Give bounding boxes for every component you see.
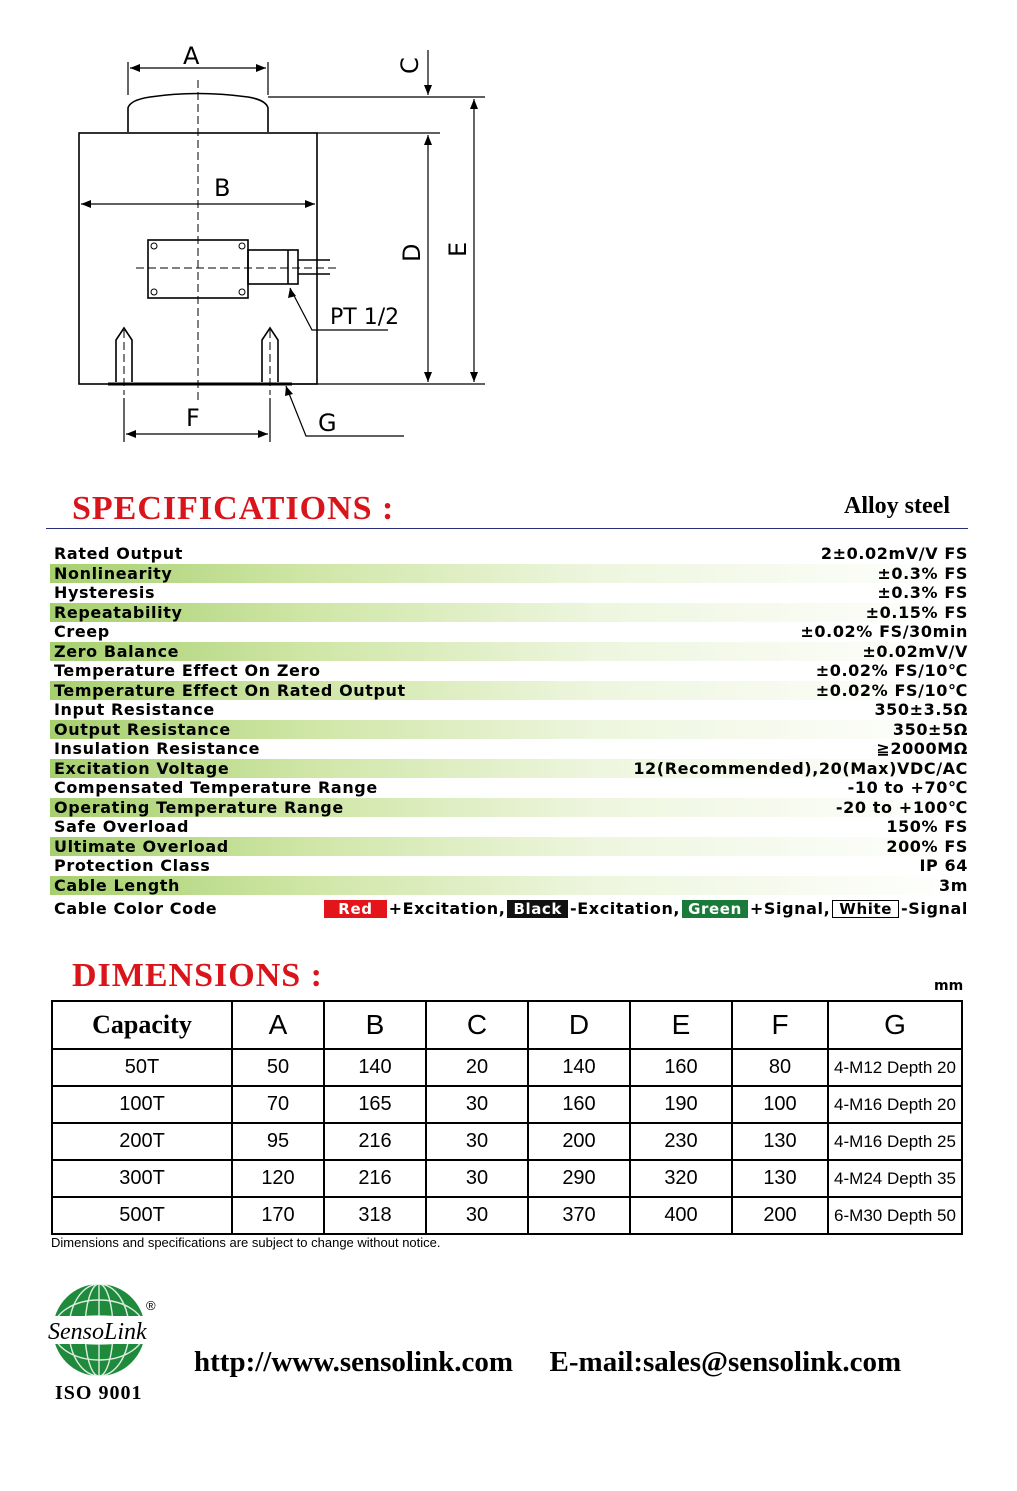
cell-d: 160 (528, 1086, 630, 1123)
wire-red-function: +Excitation, (388, 899, 506, 918)
cell-b: 318 (324, 1197, 426, 1234)
spec-value: -10 to +70℃ (847, 778, 968, 797)
cell-a: 170 (232, 1197, 324, 1234)
spec-row (50, 583, 968, 603)
spec-name: Safe Overload (54, 817, 190, 836)
cell-g: 6-M30 Depth 50 (828, 1197, 962, 1234)
cell-f: 130 (732, 1123, 828, 1160)
cell-capacity: 200T (52, 1123, 232, 1160)
spec-value: ±0.15% FS (865, 602, 968, 622)
spec-value: ±0.02% FS/30min (800, 622, 968, 641)
cell-d: 370 (528, 1197, 630, 1234)
cell-d: 140 (528, 1049, 630, 1086)
spec-name: Repeatability (54, 602, 183, 622)
cell-e: 160 (630, 1049, 732, 1086)
wire-black-function: -Excitation, (570, 899, 681, 918)
spec-row (50, 681, 968, 701)
cell-g: 4-M16 Depth 25 (828, 1123, 962, 1160)
spec-value: 200% FS (886, 836, 968, 856)
cell-c: 30 (426, 1197, 528, 1234)
specifications-list (50, 544, 968, 921)
spec-name: Temperature Effect On Zero (54, 661, 321, 680)
cell-a: 50 (232, 1049, 324, 1086)
spec-value: ±0.3% FS (877, 563, 968, 583)
cell-a: 70 (232, 1086, 324, 1123)
spec-value: ±0.02mV/V (862, 641, 968, 661)
dim-label-c: C (396, 57, 424, 74)
spec-name: Ultimate Overload (54, 836, 229, 856)
spec-row (50, 739, 968, 759)
dimensions-title: DIMENSIONS : (72, 957, 323, 994)
header-e: E (630, 1001, 732, 1049)
spec-name: Protection Class (54, 856, 211, 875)
cell-g: 4-M16 Depth 20 (828, 1086, 962, 1123)
cell-capacity: 50T (52, 1049, 232, 1086)
cell-b: 165 (324, 1086, 426, 1123)
cell-capacity: 100T (52, 1086, 232, 1123)
cell-b: 216 (324, 1123, 426, 1160)
header-d: D (528, 1001, 630, 1049)
cell-e: 320 (630, 1160, 732, 1197)
dim-label-a: A (183, 42, 200, 70)
wire-white-chip: White (832, 900, 899, 918)
cell-c: 30 (426, 1123, 528, 1160)
cell-d: 290 (528, 1160, 630, 1197)
header-g: G (828, 1001, 962, 1049)
spec-row (50, 564, 968, 584)
cell-capacity: 500T (52, 1197, 232, 1234)
load-cell-drawing (0, 0, 520, 460)
dim-label-b: B (214, 174, 231, 202)
spec-row (50, 700, 968, 720)
spec-row (50, 778, 968, 798)
spec-value: ≧2000MΩ (876, 739, 968, 758)
spec-value: 12(Recommended),20(Max)VDC/AC (633, 758, 968, 778)
spec-name: Creep (54, 622, 110, 641)
spec-row (50, 603, 968, 623)
table-row (52, 1123, 962, 1160)
table-row (52, 1049, 962, 1086)
cell-d: 200 (528, 1123, 630, 1160)
spec-name: Cable Color Code (54, 899, 218, 918)
spec-name: Temperature Effect On Rated Output (54, 680, 406, 700)
header-c: C (426, 1001, 528, 1049)
wire-black-chip: Black (507, 900, 568, 918)
cell-a: 120 (232, 1160, 324, 1197)
wire-white-function: -Signal (901, 899, 968, 918)
dim-label-e: E (444, 241, 472, 257)
specifications-title: SPECIFICATIONS : (72, 490, 395, 527)
disclaimer-note: Dimensions and specifications are subject to change without notice. (51, 1235, 441, 1250)
spec-name: Hysteresis (54, 583, 156, 602)
table-row (52, 1160, 962, 1197)
spec-value: 350±3.5Ω (874, 700, 968, 719)
dim-label-g: G (318, 409, 337, 437)
spec-name: Excitation Voltage (54, 758, 230, 778)
cell-e: 190 (630, 1086, 732, 1123)
spec-name: Compensated Temperature Range (54, 778, 378, 797)
spec-value: 2±0.02mV/V FS (820, 544, 968, 563)
cell-f: 100 (732, 1086, 828, 1123)
contact-line (194, 1346, 901, 1379)
sensolink-globe-logo (44, 1282, 164, 1382)
header-f: F (732, 1001, 828, 1049)
spec-value: IP 64 (919, 856, 968, 875)
spec-value: ±0.02% FS/10℃ (815, 680, 968, 700)
table-header-row (52, 1001, 962, 1049)
cell-capacity: 300T (52, 1160, 232, 1197)
header-b: B (324, 1001, 426, 1049)
spec-row (50, 856, 968, 876)
port-label: PT 1/2 (330, 305, 400, 330)
spec-value: ±0.3% FS (877, 583, 968, 602)
iso-certification: ISO 9001 (55, 1382, 143, 1404)
spec-value: ±0.02% FS/10℃ (815, 661, 968, 680)
cell-g: 4-M12 Depth 20 (828, 1049, 962, 1086)
table-row (52, 1086, 962, 1123)
spec-name: Nonlinearity (54, 563, 173, 583)
spec-row (50, 837, 968, 857)
cell-f: 80 (732, 1049, 828, 1086)
cable-color-code (322, 897, 968, 921)
cell-g: 4-M24 Depth 35 (828, 1160, 962, 1197)
logo-wordmark: SensoLink (48, 1319, 147, 1345)
unit-label: mm (934, 978, 964, 994)
cell-a: 95 (232, 1123, 324, 1160)
cell-e: 230 (630, 1123, 732, 1160)
spec-row (50, 817, 968, 837)
cell-b: 140 (324, 1049, 426, 1086)
spec-row (50, 876, 968, 896)
email-link[interactable]: E-mail:sales@sensolink.com (549, 1346, 902, 1378)
header-a: A (232, 1001, 324, 1049)
cell-c: 30 (426, 1086, 528, 1123)
wire-green-chip: Green (682, 900, 748, 918)
cable-color-row (50, 897, 968, 921)
cell-c: 30 (426, 1160, 528, 1197)
cell-f: 130 (732, 1160, 828, 1197)
header-capacity: Capacity (52, 1001, 232, 1049)
cell-e: 400 (630, 1197, 732, 1234)
spec-row (50, 544, 968, 564)
spec-row (50, 661, 968, 681)
cell-c: 20 (426, 1049, 528, 1086)
material-label: Alloy steel (844, 493, 950, 519)
spec-value: 150% FS (886, 817, 968, 836)
dim-label-d: D (398, 243, 426, 262)
spec-value: 3m (938, 875, 968, 895)
spec-name: Output Resistance (54, 719, 231, 739)
dim-label-f: F (186, 404, 200, 432)
spec-row (50, 759, 968, 779)
registered-mark: ® (146, 1298, 156, 1313)
spec-name: Insulation Resistance (54, 739, 261, 758)
website-link[interactable]: http://www.sensolink.com (194, 1346, 514, 1378)
spec-name: Input Resistance (54, 700, 215, 719)
spec-name: Zero Balance (54, 641, 180, 661)
cell-b: 216 (324, 1160, 426, 1197)
spec-name: Operating Temperature Range (54, 797, 344, 817)
spec-value: 350±5Ω (892, 719, 968, 739)
spec-value: -20 to +100℃ (835, 797, 968, 817)
spec-row (50, 720, 968, 740)
wire-green-function: +Signal, (749, 899, 831, 918)
table-row (52, 1197, 962, 1234)
spec-row (50, 798, 968, 818)
dimensions-table (51, 1000, 963, 1235)
title-rule (46, 528, 968, 529)
spec-row (50, 622, 968, 642)
wire-red-chip: Red (324, 900, 386, 918)
spec-name: Cable Length (54, 875, 181, 895)
spec-row (50, 642, 968, 662)
spec-name: Rated Output (54, 544, 183, 563)
cell-f: 200 (732, 1197, 828, 1234)
